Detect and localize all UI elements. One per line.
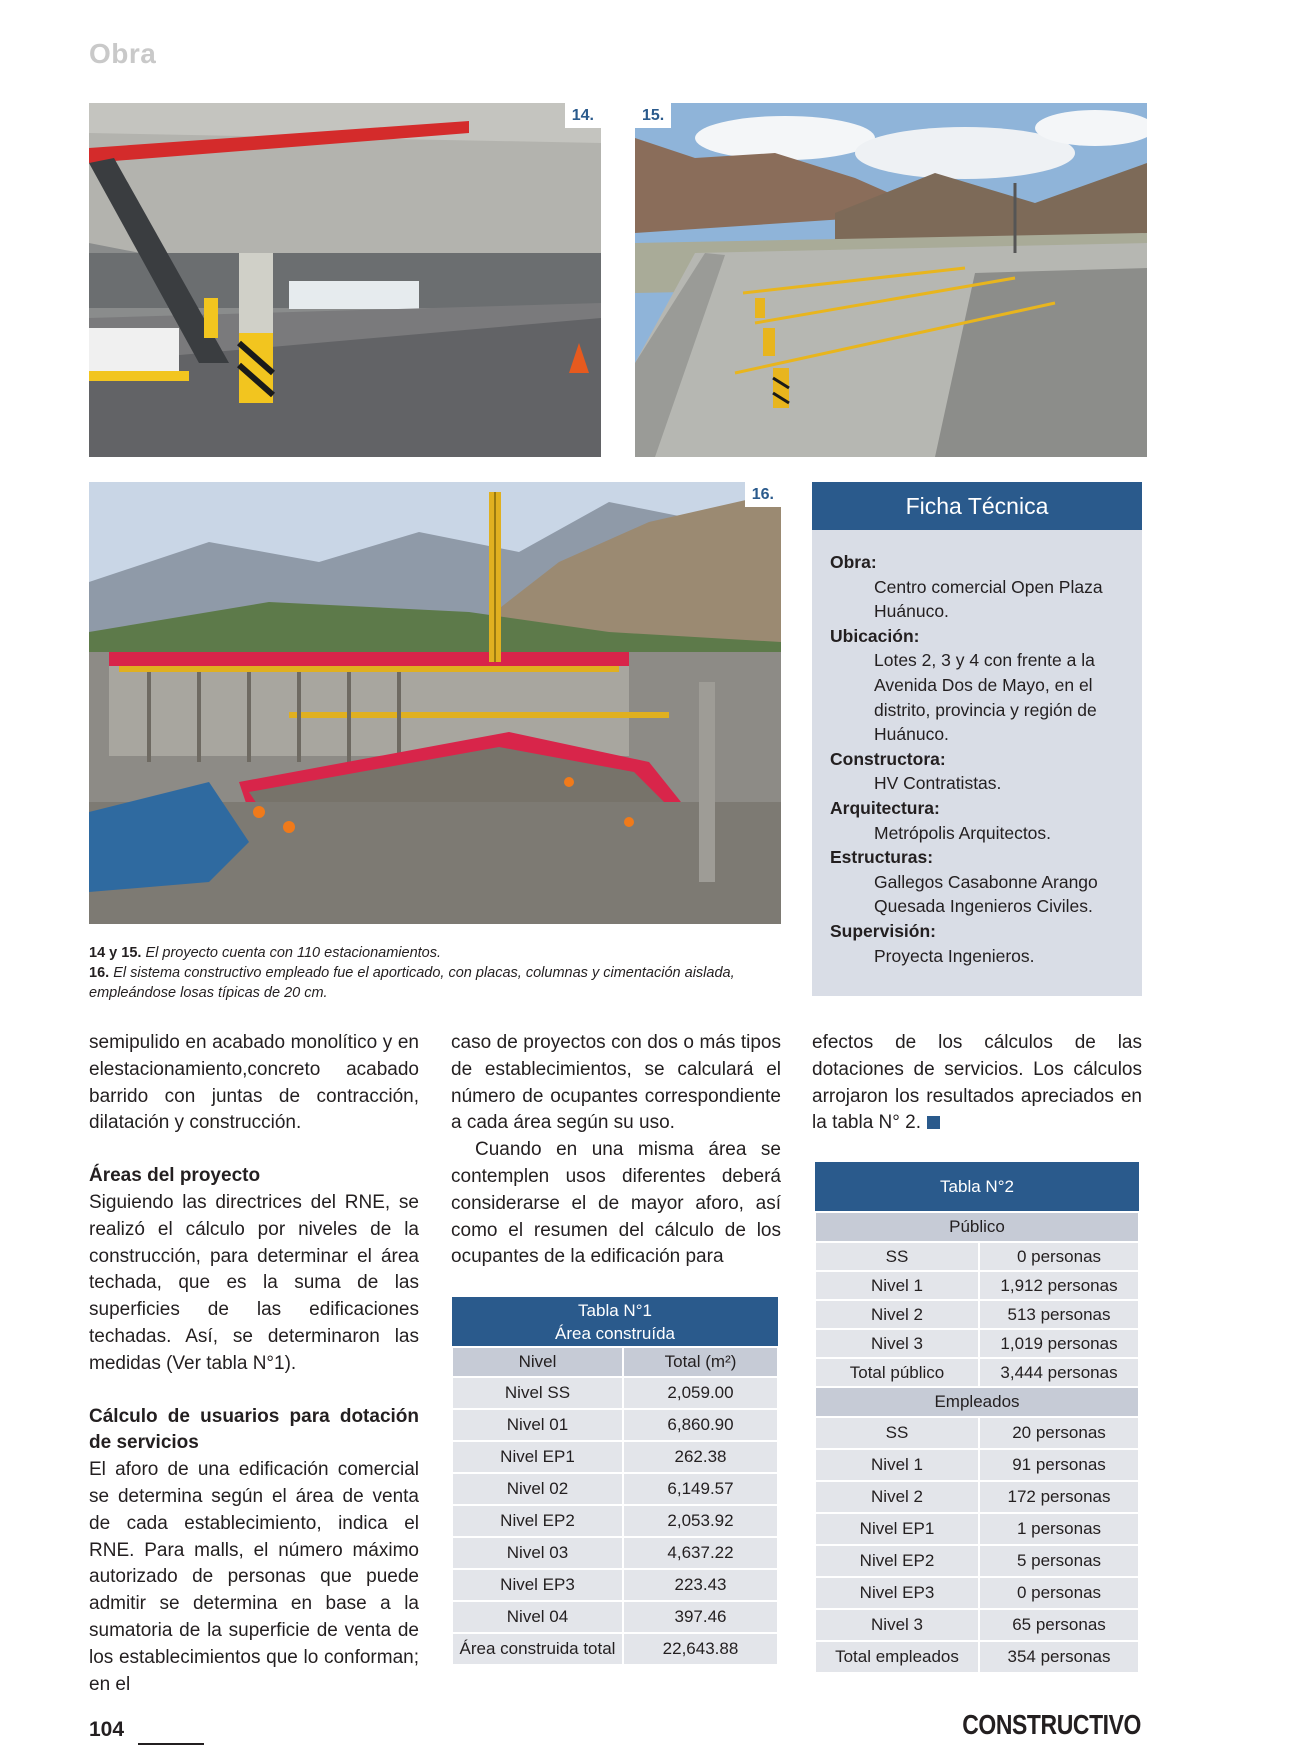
tabla2-cell-nivel: SS: [815, 1417, 979, 1449]
tabla2-cell-personas: 20 personas: [979, 1417, 1139, 1449]
tabla2-cell-personas: 354 personas: [979, 1641, 1139, 1673]
table-row: [452, 1473, 778, 1505]
tabla2-cell-nivel: Total público: [815, 1358, 979, 1387]
ficha-value-ubicacion: Lotes 2, 3 y 4 con frente a la Avenida Dos de Mayo, en el distrito, provincia y región de Huánuco.: [874, 650, 1097, 745]
text-column-3: [812, 1030, 1142, 1137]
tabla1-cell-nivel: Nivel EP2: [452, 1505, 623, 1537]
tabla2-cell-personas: 0 personas: [979, 1242, 1139, 1271]
tabla1-cell-nivel: Nivel 01: [452, 1409, 623, 1441]
tabla2-cell-nivel: Nivel 1: [815, 1271, 979, 1300]
tabla2-cell-nivel: Nivel 3: [815, 1329, 979, 1358]
ficha-title: Ficha Técnica: [812, 482, 1142, 530]
tabla2-cell-personas: 1,912 personas: [979, 1271, 1139, 1300]
tabla2-cell-personas: 172 personas: [979, 1481, 1139, 1513]
ficha-label-ubicacion: Ubicación:: [830, 625, 920, 646]
end-of-article-icon: [927, 1116, 940, 1129]
table-row: [815, 1513, 1139, 1545]
photo-construction-site: [89, 482, 781, 924]
photo-caption: [89, 943, 789, 1003]
caption-text-16: El sistema constructivo empleado fue el aporticado, con placas, columnas y cimentación aislada, empleándose losas típicas de 20 cm.: [89, 965, 735, 1001]
col3-paragraph-1: [812, 1030, 1142, 1137]
table-row: [452, 1569, 778, 1601]
tabla2-cell-nivel: Nivel 3: [815, 1609, 979, 1641]
tabla2-cell-nivel: Nivel EP3: [815, 1577, 979, 1609]
col1-paragraph-2: Siguiendo las directrices del RNE, se realizó el cálculo por niveles de la construcción, para determinar el área techada, que es la suma de las superficies de las edificaciones techadas. Así, se determinaron las medidas (Ver tabla N°1).: [89, 1191, 419, 1374]
tabla1-cell-total: 6,860.90: [623, 1409, 778, 1441]
photo-parking-interior: [89, 103, 601, 457]
ficha-label-arquitectura: Arquitectura:: [830, 797, 940, 818]
tabla1-cell-total: 262.38: [623, 1441, 778, 1473]
tabla2-cell-nivel: Nivel 2: [815, 1300, 979, 1329]
tabla2-cell-personas: 3,444 personas: [979, 1358, 1139, 1387]
ficha-tecnica-box: [812, 482, 1142, 996]
tabla2-cell-personas: 513 personas: [979, 1300, 1139, 1329]
table-row: [815, 1329, 1139, 1358]
tabla2-cell-personas: 1,019 personas: [979, 1329, 1139, 1358]
tabla1-title-line2: Área construída: [554, 1323, 675, 1343]
page-number-rule: [138, 1743, 204, 1745]
text-column-2: [451, 1030, 781, 1271]
tabla2-cell-nivel: Nivel 2: [815, 1481, 979, 1513]
tabla1-cell-nivel: Nivel 04: [452, 1601, 623, 1633]
col1-paragraph-1: semipulido en acabado monolítico y en elestacionamiento,concreto acabado barrido con juntas de contracción, dilatación y construcción.: [89, 1032, 419, 1134]
page-number: 104: [89, 1718, 125, 1741]
tabla2-cell-nivel: Total empleados: [815, 1641, 979, 1673]
tabla2-cell-nivel: Nivel EP2: [815, 1545, 979, 1577]
ficha-value-obra: Centro comercial Open Plaza Huánuco.: [874, 576, 1103, 622]
tabla1-cell-nivel: Nivel 03: [452, 1537, 623, 1569]
tabla2-cell-personas: 5 personas: [979, 1545, 1139, 1577]
table-row: [815, 1545, 1139, 1577]
caption-text-14-15: El proyecto cuenta con 110 estacionamientos.: [145, 945, 442, 961]
tabla1-cell-total: 2,053.92: [623, 1505, 778, 1537]
tabla-area-construida: [451, 1297, 779, 1666]
tabla1-cell-total: 2,059.00: [623, 1377, 778, 1409]
heading-calculo-usuarios: Cálculo de usuarios para dotación de servicios: [89, 1405, 419, 1454]
ficha-value-arquitectura: Metrópolis Arquitectos.: [874, 822, 1052, 843]
photo-number-14: 14.: [565, 103, 601, 128]
table-row: [815, 1577, 1139, 1609]
tabla2-cell-nivel: SS: [815, 1242, 979, 1271]
tabla-dotacion-personas: [814, 1162, 1140, 1674]
tabla1-cell-nivel: Nivel EP3: [452, 1569, 623, 1601]
tabla2-cell-nivel: Nivel EP1: [815, 1513, 979, 1545]
table-row: [452, 1633, 778, 1665]
table-row: [452, 1377, 778, 1409]
tabla1-header-nivel: Nivel: [452, 1347, 623, 1377]
tabla2-cell-personas: 1 personas: [979, 1513, 1139, 1545]
ficha-value-constructora: HV Contratistas.: [874, 773, 1002, 794]
table-row: [815, 1300, 1139, 1329]
magazine-brand: CONSTRUCTIVO: [962, 1709, 1141, 1740]
tabla2-section-publico: Público: [815, 1212, 1139, 1242]
ficha-label-estructuras: Estructuras:: [830, 847, 934, 868]
tabla2-cell-personas: 65 personas: [979, 1609, 1139, 1641]
tabla1-cell-nivel: Nivel 02: [452, 1473, 623, 1505]
tabla2-section-empleados: Empleados: [815, 1387, 1139, 1417]
tabla1-cell-nivel: Nivel SS: [452, 1377, 623, 1409]
table-row: [452, 1409, 778, 1441]
table-row: [815, 1449, 1139, 1481]
col3-paragraph-text: efectos de los cálculos de las dotaciones de servicios. Los cálculos arrojaron los resultados apreciados en la tabla N° 2.: [812, 1032, 1142, 1134]
caption-ref-16: 16.: [89, 965, 110, 981]
tabla1-title: [452, 1297, 778, 1347]
table-row: [815, 1641, 1139, 1673]
table-row: [815, 1481, 1139, 1513]
tabla1-cell-total: 6,149.57: [623, 1473, 778, 1505]
tabla1-cell-nivel: Nivel EP1: [452, 1441, 623, 1473]
photo-number-15: 15.: [635, 103, 671, 128]
table-row: [452, 1601, 778, 1633]
caption-ref-14-15: 14 y 15.: [89, 945, 142, 961]
tabla1-cell-total: 397.46: [623, 1601, 778, 1633]
photo-rooftop-parking: [635, 103, 1147, 457]
table-row: [452, 1537, 778, 1569]
tabla1-cell-total: 4,637.22: [623, 1537, 778, 1569]
tabla1-cell-total: 22,643.88: [623, 1633, 778, 1665]
table-row: [452, 1505, 778, 1537]
tabla2-cell-personas: 91 personas: [979, 1449, 1139, 1481]
section-tag: Obra: [89, 38, 157, 69]
text-column-1: [89, 1030, 419, 1698]
ficha-value-supervision: Proyecta Ingenieros.: [874, 945, 1035, 966]
table-row: [815, 1271, 1139, 1300]
photo-number-16: 16.: [745, 482, 781, 507]
table-row: [815, 1609, 1139, 1641]
table-row: [815, 1358, 1139, 1387]
col1-paragraph-3: El aforo de una edificación comercial se determina según el área de venta de cada establecimiento, indica el RNE. Para malls, el número máximo autorizado de personas que puede admitir se determina en base a la sumatoria de la superficie de venta de los establecimientos que lo conforman; en el: [89, 1459, 419, 1695]
table-row: [452, 1441, 778, 1473]
tabla1-header-total: Total (m²): [623, 1347, 778, 1377]
col2-paragraph-2: Cuando en una misma área se contemplen usos diferentes deberá considerarse el de mayor aforo, así como el resumen del cálculo de los ocupantes de la edificación para: [451, 1139, 781, 1268]
tabla1-cell-total: 223.43: [623, 1569, 778, 1601]
tabla1-title-line1: Tabla N°1: [578, 1300, 652, 1320]
tabla2-cell-nivel: Nivel 1: [815, 1449, 979, 1481]
tabla2-cell-personas: 0 personas: [979, 1577, 1139, 1609]
table-row: [815, 1417, 1139, 1449]
ficha-body: [812, 530, 1142, 968]
ficha-label-constructora: Constructora:: [830, 748, 946, 769]
tabla2-title: Tabla N°2: [815, 1162, 1139, 1212]
heading-areas-proyecto: Áreas del proyecto: [89, 1165, 261, 1187]
col2-paragraph-1: caso de proyectos con dos o más tipos de establecimientos, se calculará el número de ocupantes correspondiente a cada área según su uso.: [451, 1032, 781, 1134]
tabla1-cell-nivel: Área construida total: [452, 1633, 623, 1665]
ficha-value-estructuras: Gallegos Casabonne Arango Quesada Ingenieros Civiles.: [874, 871, 1098, 917]
ficha-label-obra: Obra:: [830, 552, 877, 572]
ficha-label-supervision: Supervisión:: [830, 920, 936, 941]
table-row: [815, 1242, 1139, 1271]
